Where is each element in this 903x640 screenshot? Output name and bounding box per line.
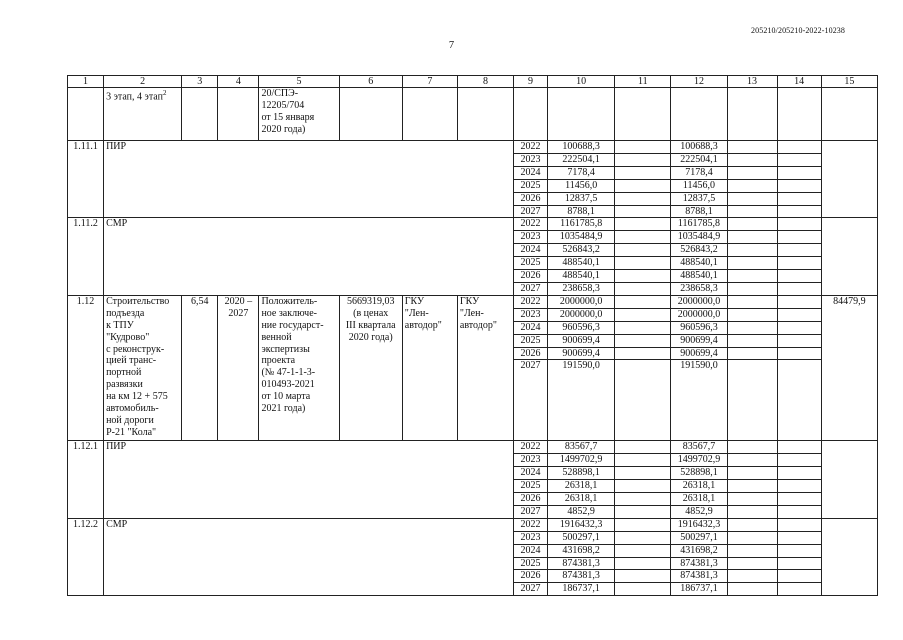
total-value: 12837,5 xyxy=(548,192,615,205)
column-number: 10 xyxy=(548,76,615,88)
regional-value: 26318,1 xyxy=(671,480,727,493)
year-cell: 2026 xyxy=(514,347,548,360)
stage-cell xyxy=(104,88,182,141)
total-value: 1499702,9 xyxy=(548,454,615,467)
row-id: 1.11.2 xyxy=(68,218,104,295)
regional-value: 1035484,9 xyxy=(671,231,727,244)
total-value: 26318,1 xyxy=(548,480,615,493)
year-cell: 2022 xyxy=(514,218,548,231)
year-cell: 2023 xyxy=(514,308,548,321)
year-cell: 2026 xyxy=(514,570,548,583)
total-value: 488540,1 xyxy=(548,257,615,270)
total-value: 186737,1 xyxy=(548,583,615,596)
total-value: 500297,1 xyxy=(548,531,615,544)
column-number: 1 xyxy=(68,76,104,88)
year-cell: 2027 xyxy=(514,205,548,218)
customer: ГКУ "Лен- автодор" xyxy=(402,295,457,441)
total-value: 1035484,9 xyxy=(548,231,615,244)
total-value: 874381,3 xyxy=(548,557,615,570)
regional-value: 874381,3 xyxy=(671,557,727,570)
year-cell: 2027 xyxy=(514,583,548,596)
regional-value: 1499702,9 xyxy=(671,454,727,467)
regional-value: 960596,3 xyxy=(671,321,727,334)
period: 2020 – 2027 xyxy=(218,295,259,441)
stage-text: 3 этап, 4 этап xyxy=(106,91,163,103)
year-row xyxy=(68,218,878,231)
regional-value: 1161785,8 xyxy=(671,218,727,231)
regional-value: 431698,2 xyxy=(671,544,727,557)
regional-value: 2000000,0 xyxy=(671,295,727,308)
year-cell: 2027 xyxy=(514,505,548,518)
column-number: 2 xyxy=(104,76,182,88)
regional-value: 238658,3 xyxy=(671,282,727,295)
row-id: 1.11.1 xyxy=(68,141,104,218)
year-cell: 2025 xyxy=(514,557,548,570)
contractor: ГКУ "Лен- автодор" xyxy=(457,295,513,441)
regional-value: 874381,3 xyxy=(671,570,727,583)
work-type-label: ПИР xyxy=(104,141,514,218)
regional-value: 500297,1 xyxy=(671,531,727,544)
year-cell: 2022 xyxy=(514,295,548,308)
year-cell: 2025 xyxy=(514,334,548,347)
total-value: 1161785,8 xyxy=(548,218,615,231)
year-cell: 2026 xyxy=(514,493,548,506)
column-15-value: 84479,9 xyxy=(821,295,877,441)
estimated-cost: 5669319,03 (в ценах III квартала 2020 года) xyxy=(339,295,402,441)
column-number: 14 xyxy=(777,76,821,88)
regional-value: 488540,1 xyxy=(671,257,727,270)
year-cell: 2024 xyxy=(514,321,548,334)
column-number: 5 xyxy=(259,76,339,88)
year-cell: 2022 xyxy=(514,141,548,154)
row-id: 1.12 xyxy=(68,295,104,441)
expertise-cell: 20/СПЭ- 12205/704 от 15 января 2020 года) xyxy=(259,88,339,141)
row-id: 1.12.1 xyxy=(68,441,104,518)
column-number: 6 xyxy=(339,76,402,88)
regional-value: 2000000,0 xyxy=(671,308,727,321)
year-row xyxy=(68,518,878,531)
regional-value: 100688,3 xyxy=(671,141,727,154)
total-value: 8788,1 xyxy=(548,205,615,218)
year-cell: 2026 xyxy=(514,192,548,205)
regional-value: 12837,5 xyxy=(671,192,727,205)
total-value: 2000000,0 xyxy=(548,308,615,321)
column-number: 8 xyxy=(457,76,513,88)
regional-value: 222504,1 xyxy=(671,153,727,166)
year-cell: 2026 xyxy=(514,270,548,283)
regional-value: 1916432,3 xyxy=(671,518,727,531)
column-number: 11 xyxy=(615,76,671,88)
year-cell: 2023 xyxy=(514,531,548,544)
total-value: 431698,2 xyxy=(548,544,615,557)
page-number: 7 xyxy=(448,40,455,51)
total-value: 526843,2 xyxy=(548,244,615,257)
total-value: 488540,1 xyxy=(548,270,615,283)
year-row xyxy=(68,441,878,454)
year-cell: 2025 xyxy=(514,480,548,493)
continuation-row xyxy=(68,88,878,141)
column-number: 9 xyxy=(514,76,548,88)
year-cell: 2025 xyxy=(514,179,548,192)
total-value: 2000000,0 xyxy=(548,295,615,308)
column-number: 15 xyxy=(821,76,877,88)
column-number: 7 xyxy=(402,76,457,88)
total-value: 874381,3 xyxy=(548,570,615,583)
regional-value: 186737,1 xyxy=(671,583,727,596)
total-value: 191590,0 xyxy=(548,360,615,441)
column-number: 12 xyxy=(671,76,727,88)
total-value: 7178,4 xyxy=(548,166,615,179)
regional-value: 4852,9 xyxy=(671,505,727,518)
year-cell: 2023 xyxy=(514,454,548,467)
regional-value: 7178,4 xyxy=(671,166,727,179)
year-cell: 2027 xyxy=(514,282,548,295)
total-value: 4852,9 xyxy=(548,505,615,518)
column-number: 4 xyxy=(218,76,259,88)
year-cell: 2024 xyxy=(514,544,548,557)
year-cell: 2023 xyxy=(514,231,548,244)
work-type-label: СМР xyxy=(104,218,514,295)
expertise-conclusion: Положитель- ное заключе- ние государст- венной экспертизы проекта (№ 47-1-1-3- 010493-2021 от 10 марта 2021 года) xyxy=(259,295,339,441)
total-value: 900699,4 xyxy=(548,334,615,347)
total-value: 238658,3 xyxy=(548,282,615,295)
work-type-label: ПИР xyxy=(104,441,514,518)
regional-value: 8788,1 xyxy=(671,205,727,218)
total-value: 960596,3 xyxy=(548,321,615,334)
total-value: 222504,1 xyxy=(548,153,615,166)
regional-value: 900699,4 xyxy=(671,334,727,347)
row-id: 1.12.2 xyxy=(68,518,104,595)
program-table xyxy=(67,75,878,596)
regional-value: 526843,2 xyxy=(671,244,727,257)
year-cell: 2024 xyxy=(514,244,548,257)
total-value: 26318,1 xyxy=(548,493,615,506)
year-row xyxy=(68,295,878,308)
regional-value: 528898,1 xyxy=(671,467,727,480)
year-cell: 2022 xyxy=(514,441,548,454)
total-value: 1916432,3 xyxy=(548,518,615,531)
regional-value: 191590,0 xyxy=(671,360,727,441)
document-number: 205210/205210-2022-10238 xyxy=(751,26,845,35)
object-name: Строительство подъезда к ТПУ "Кудрово" с реконструк- цией транс- портной развязки на км 12 + 575 автомобиль- ной дороги Р-21 "Кола" xyxy=(104,295,182,441)
total-value: 100688,3 xyxy=(548,141,615,154)
column-number: 3 xyxy=(182,76,218,88)
footnote-mark: 2 xyxy=(162,89,167,97)
regional-value: 900699,4 xyxy=(671,347,727,360)
year-cell: 2023 xyxy=(514,153,548,166)
regional-value: 488540,1 xyxy=(671,270,727,283)
regional-value: 83567,7 xyxy=(671,441,727,454)
regional-value: 26318,1 xyxy=(671,493,727,506)
year-cell: 2025 xyxy=(514,257,548,270)
total-value: 528898,1 xyxy=(548,467,615,480)
total-value: 900699,4 xyxy=(548,347,615,360)
regional-value: 11456,0 xyxy=(671,179,727,192)
total-value: 11456,0 xyxy=(548,179,615,192)
year-row xyxy=(68,141,878,154)
column-number-row xyxy=(68,76,878,88)
year-cell: 2022 xyxy=(514,518,548,531)
year-cell: 2027 xyxy=(514,360,548,441)
column-number: 13 xyxy=(727,76,777,88)
year-cell: 2024 xyxy=(514,467,548,480)
year-cell: 2024 xyxy=(514,166,548,179)
work-type-label: СМР xyxy=(104,518,514,595)
total-value: 83567,7 xyxy=(548,441,615,454)
length-km: 6,54 xyxy=(182,295,218,441)
